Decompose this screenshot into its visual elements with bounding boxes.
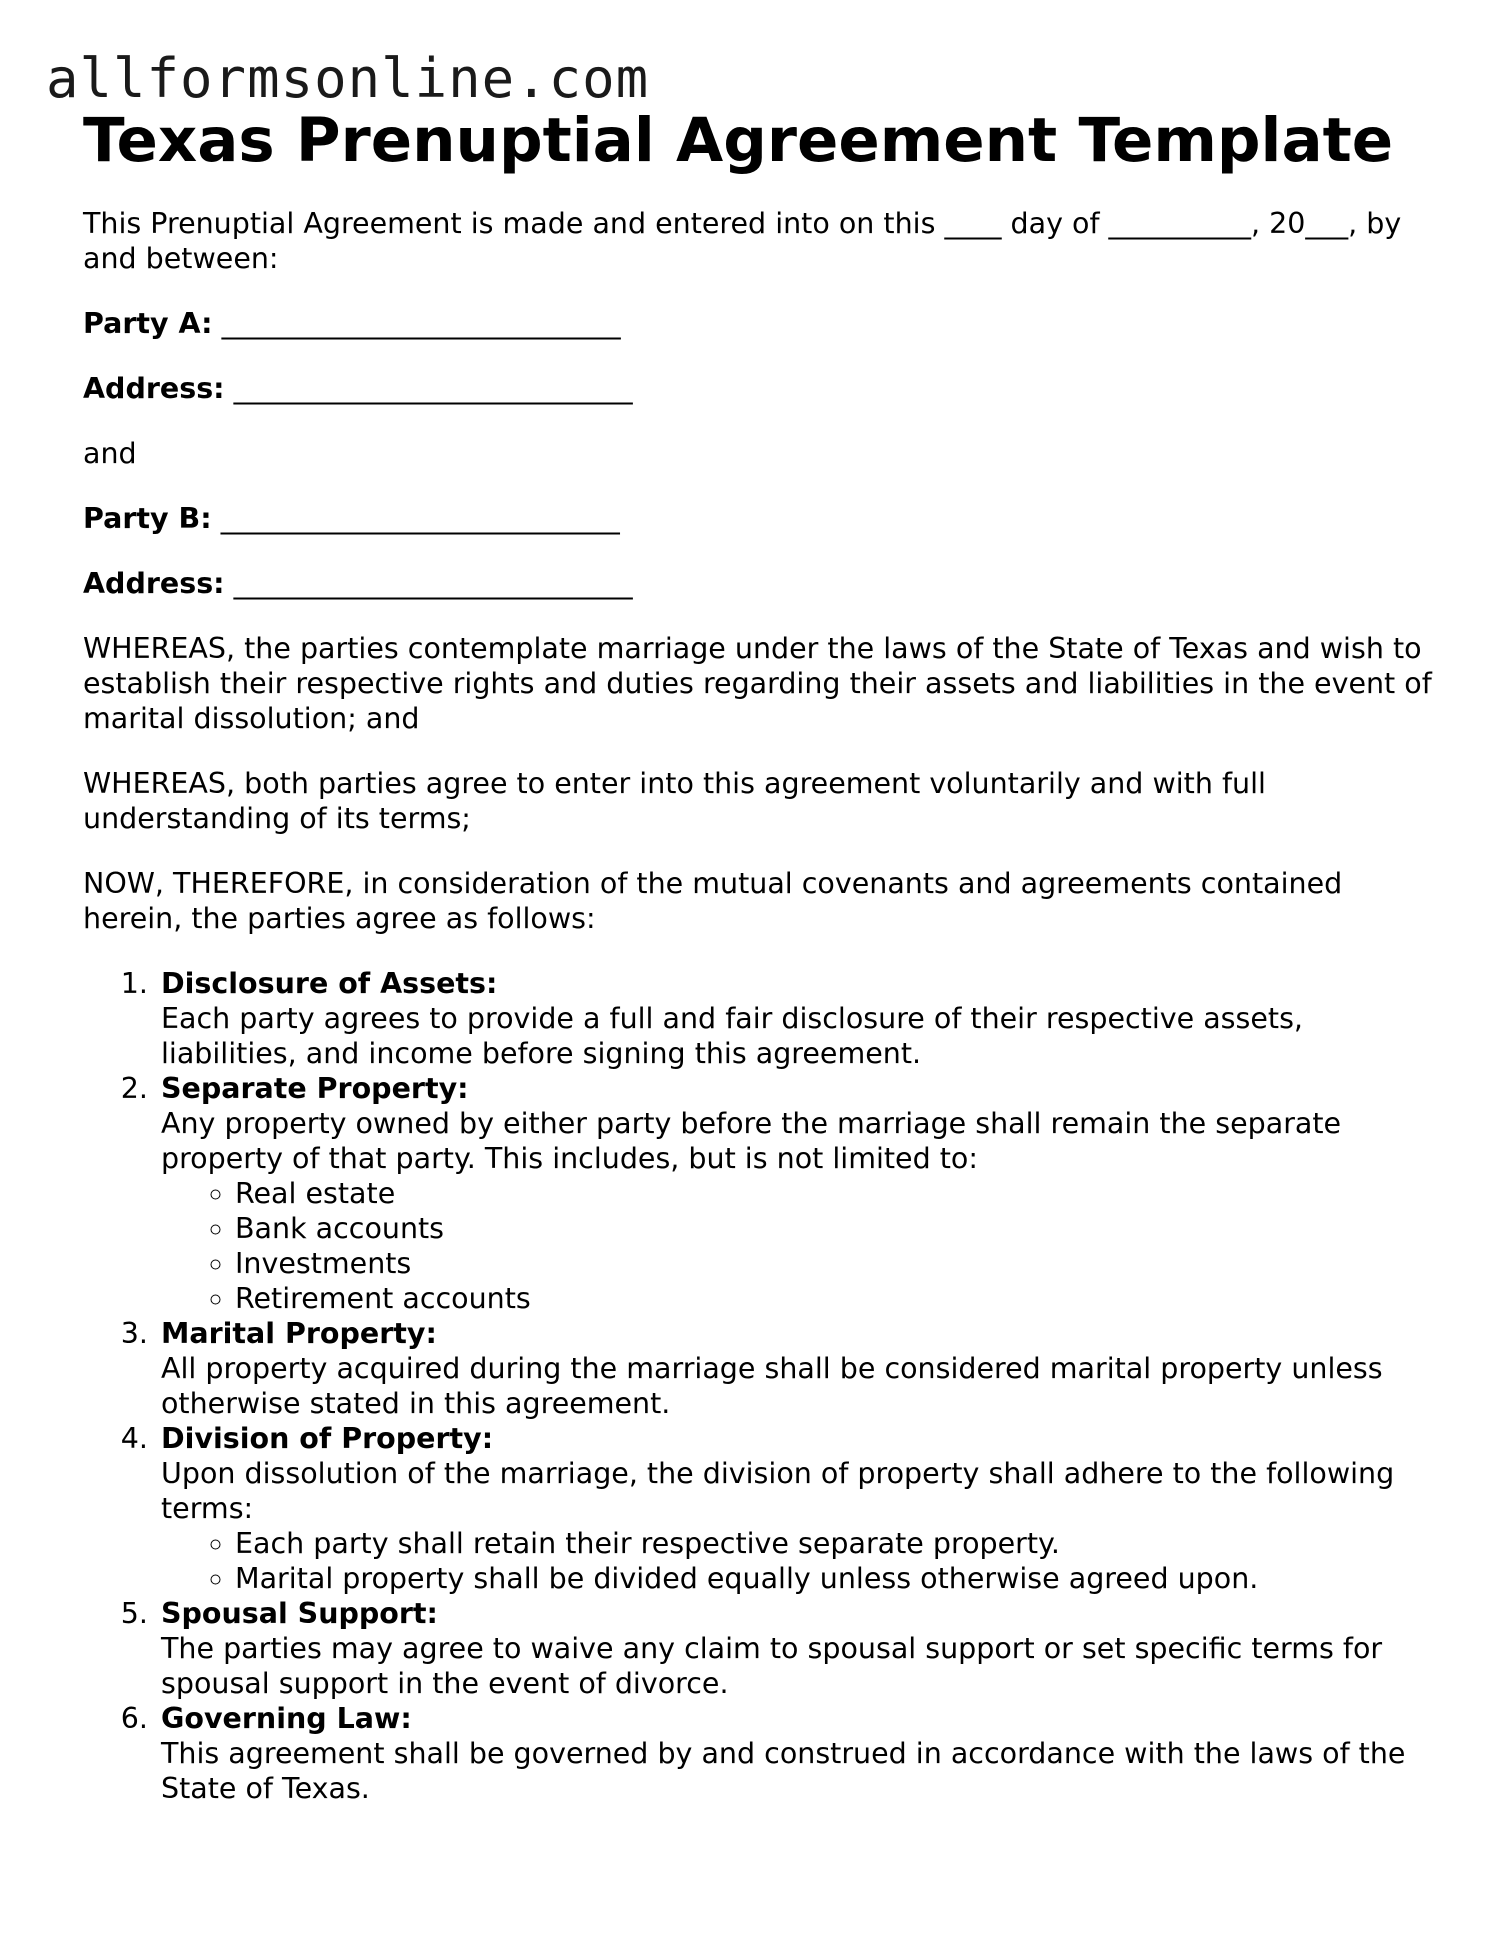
party-a-field bbox=[83, 306, 1433, 341]
address-b-label: Address: bbox=[83, 567, 225, 600]
term-heading: 3. Marital Property: bbox=[161, 1317, 437, 1350]
term-heading: 5. Spousal Support: bbox=[161, 1597, 438, 1630]
whereas-paragraph-1: WHEREAS, the parties contemplate marriage under the laws of the State of Texas and wish to establish their respective rights and duties regarding their assets and liabilities in the event of marital dissolution; and bbox=[83, 632, 1432, 735]
party-b-label: Party B: bbox=[83, 502, 212, 535]
separate-property-list bbox=[161, 1176, 1433, 1316]
address-a-field bbox=[83, 371, 1433, 406]
term-body: This agreement shall be governed by and construed in accordance with the laws of the State of Texas. bbox=[161, 1737, 1406, 1805]
address-b-blank: ____________________________ bbox=[233, 567, 633, 600]
term-body: Any property owned by either party before the marriage shall remain the separate property of that party. This includes, but is not limited to: bbox=[161, 1107, 1342, 1175]
term-heading: 2. Separate Property: bbox=[161, 1072, 469, 1105]
party-b-blank: ____________________________ bbox=[220, 502, 620, 535]
term-body: The parties may agree to waive any claim to spousal support or set specific terms for spousal support in the event of divorce. bbox=[161, 1632, 1383, 1700]
term-item bbox=[157, 1596, 1433, 1701]
term-heading: 4. Division of Property: bbox=[161, 1422, 494, 1455]
division-terms-list bbox=[161, 1526, 1433, 1596]
list-item: ◦ Real estate bbox=[235, 1176, 1433, 1211]
terms-list bbox=[83, 966, 1433, 1806]
whereas-paragraph-2: WHEREAS, both parties agree to enter into this agreement voluntarily and with full understanding of its terms; bbox=[83, 767, 1266, 835]
and-text: and bbox=[83, 437, 137, 470]
list-item: ◦ Marital property shall be divided equally unless otherwise agreed upon. bbox=[235, 1561, 1433, 1596]
address-a-blank: ____________________________ bbox=[233, 372, 633, 405]
term-item bbox=[157, 966, 1433, 1071]
list-item: ◦ Each party shall retain their respective separate property. bbox=[235, 1526, 1433, 1561]
list-item: ◦ Investments bbox=[235, 1246, 1433, 1281]
term-heading: 6. Governing Law: bbox=[161, 1702, 412, 1735]
term-item bbox=[157, 1701, 1433, 1806]
term-body: Each party agrees to provide a full and fair disclosure of their respective assets, liabilities, and income before signing this agreement. bbox=[161, 1002, 1303, 1070]
party-b-field bbox=[83, 501, 1433, 536]
site-watermark: allformsonline.com bbox=[46, 47, 650, 110]
term-item bbox=[157, 1316, 1433, 1421]
document-title: Texas Prenuptial Agreement Template bbox=[83, 105, 1394, 176]
term-item bbox=[157, 1421, 1433, 1596]
document-body bbox=[83, 100, 1433, 1806]
address-a-label: Address: bbox=[83, 372, 225, 405]
term-body: Upon dissolution of the marriage, the division of property shall adhere to the following terms: bbox=[161, 1457, 1395, 1525]
now-therefore-paragraph: NOW, THEREFORE, in consideration of the mutual covenants and agreements contained herein, the parties agree as follows: bbox=[83, 867, 1343, 935]
term-heading: 1. Disclosure of Assets: bbox=[161, 967, 498, 1000]
intro-paragraph: This Prenuptial Agreement is made and entered into on this ____ day of __________, 20___, by and between: bbox=[83, 207, 1402, 275]
address-b-field bbox=[83, 566, 1433, 601]
party-a-blank: ____________________________ bbox=[221, 307, 621, 340]
list-item: ◦ Retirement accounts bbox=[235, 1281, 1433, 1316]
list-item: ◦ Bank accounts bbox=[235, 1211, 1433, 1246]
term-body: All property acquired during the marriage shall be considered marital property unless otherwise stated in this agreement. bbox=[161, 1352, 1383, 1420]
party-a-label: Party A: bbox=[83, 307, 213, 340]
term-item bbox=[157, 1071, 1433, 1316]
